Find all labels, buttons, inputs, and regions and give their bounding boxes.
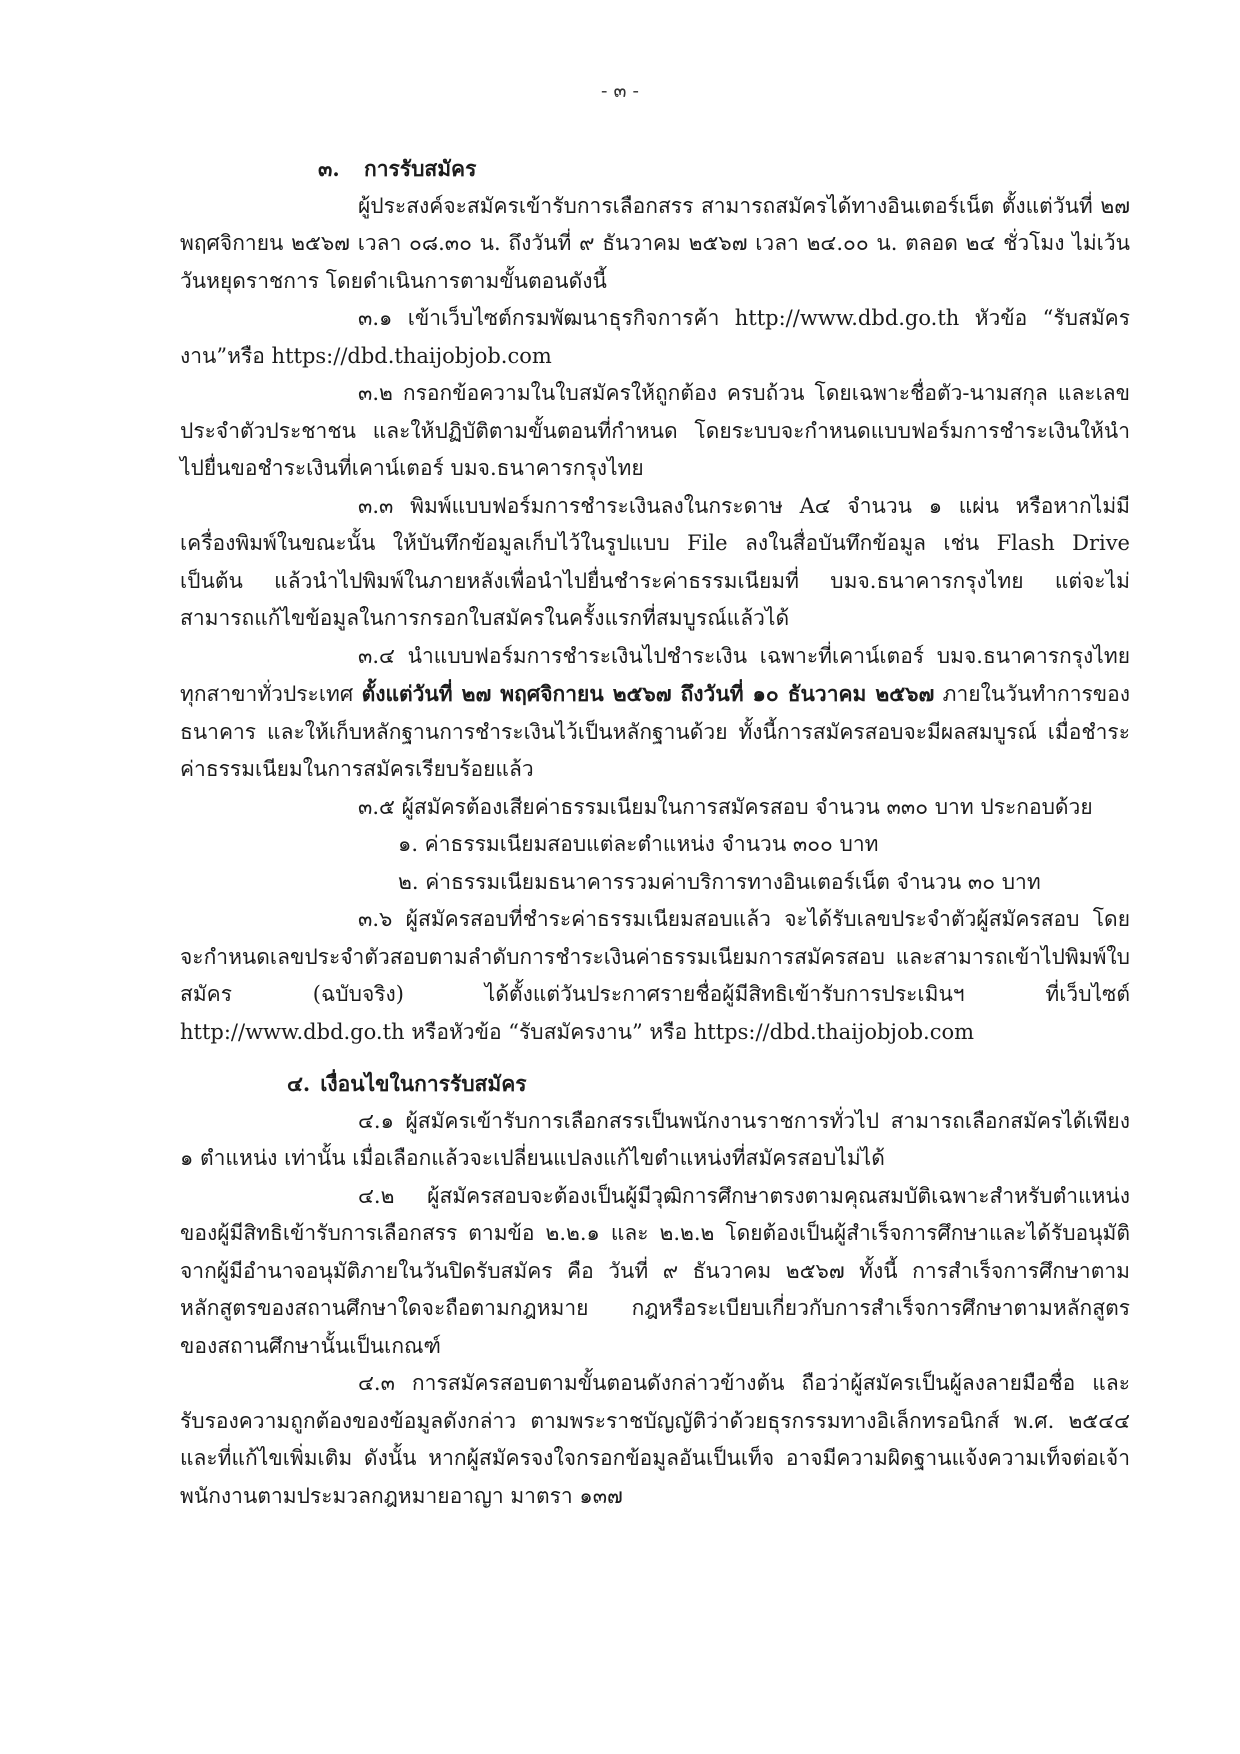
item-3-2: ๓.๒ กรอกข้อความในใบสมัครให้ถูกต้อง ครบถ้วน โดยเฉพาะชื่อตัว-นามสกุล และเลขประจำตัวประชาชน และให้ปฏิบัติตามขั้นตอนที่กำหนด โดยระบบจะกำหนดแบบฟอร์มการชำระเงินให้นำไปยื่นขอชำระเงินที่เคาน์เตอร์ บมจ.ธนาคารกรุงไทย — [180, 381, 1130, 480]
item-3-4 — [180, 638, 1130, 789]
item-3-3: ๓.๓ พิมพ์แบบฟอร์มการชำระเงินลงในกระดาษ A๔ จำนวน ๑ แผ่น หรือหากไม่มีเครื่องพิมพ์ในขณะนั้น ให้บันทึกข้อมูลเก็บไว้ในรูปแบบ File ลงในสื่อบันทึกข้อมูล เช่น Flash Drive เป็นต้น แล้วนำไปพิมพ์ในภายหลังเพื่อนำไปยื่นชำระค่าธรรมเนียมที่ บมจ.ธนาคารกรุงไทย แต่จะไม่สามารถแก้ไขข้อมูลในการกรอกใบสมัครในครั้งแรกที่สมบูรณ์แล้วได้ — [180, 493, 1130, 630]
section-4-number: ๔. — [287, 1071, 311, 1096]
item-3-4-text: ๓.๔ นำแบบฟอร์มการชำระเงินไปชำระเงิน เฉพาะที่เคาน์เตอร์ บมจ.ธนาคารกรุงไทย ทุกสาขาทั่วประเทศ — [180, 643, 1130, 706]
item-4-2: ๔.๒ ผู้สมัครสอบจะต้องเป็นผู้มีวุฒิการศึกษาตรงตามคุณสมบัติเฉพาะสำหรับตำแหน่งของผู้มีสิทธิเข้ารับการเลือกสรร ตามข้อ ๒.๒.๑ และ ๒.๒.๒ โดยต้องเป็นผู้สำเร็จการศึกษาและได้รับอนุมัติจากผู้มีอำนาจอนุมัติภายในวันปิดรับสมัคร คือ วันที่ ๙ ธันวาคม ๒๕๖๗ ทั้งนี้ การสำเร็จการศึกษาตามหลักสูตรของสถานศึกษาใดจะถือตามกฎหมาย กฎหรือระเบียบเกี่ยวกับการสำเร็จการศึกษาตามหลักสูตรของสถานศึกษานั้นเป็นเกณฑ์ — [180, 1183, 1130, 1358]
document-body — [180, 150, 1130, 1515]
item-3-5: ๓.๕ ผู้สมัครต้องเสียค่าธรรมเนียมในการสมัครสอบ จำนวน ๓๓๐ บาท ประกอบด้วย — [358, 794, 1093, 819]
item-3-1: ๓.๑ เข้าเว็บไซต์กรมพัฒนาธุรกิจการค้า http://www.dbd.go.th หัวข้อ “รับสมัครงาน”หรือ https://dbd.thaijobjob.com — [180, 306, 1130, 368]
section-4-title: เงื่อนไขในการรับสมัคร — [320, 1071, 527, 1096]
item-3-6: ๓.๖ ผู้สมัครสอบที่ชำระค่าธรรมเนียมสอบแล้ว จะได้รับเลขประจำตัวผู้สมัครสอบ โดยจะกำหนดเลขประจำตัวสอบตามลำดับการชำระเงินค่าธรรมเนียมการสมัครสอบ และสามารถเข้าไปพิมพ์ใบสมัคร (ฉบับจริง) ได้ตั้งแต่วันประกาศรายชื่อผู้มีสิทธิเข้ารับการประเมินฯ ที่เว็บไซต์ http://www.dbd.go.th หรือหัวข้อ “รับสมัครงาน” หรือ https://dbd.thaijobjob.com — [180, 907, 1130, 1044]
section-3-title: การรับสมัคร — [364, 156, 477, 181]
item-3-5-sub-1: ๑. ค่าธรรมเนียมสอบแต่ละตำแหน่ง จำนวน ๓๐๐ บาท — [398, 832, 879, 856]
item-4-3: ๔.๓ การสมัครสอบตามขั้นตอนดังกล่าวข้างต้น ถือว่าผู้สมัครเป็นผู้ลงลายมือชื่อ และรับรองความถูกต้องของข้อมูลดังกล่าว ตามพระราชบัญญัติว่าด้วยธุรกรรมทางอิเล็กทรอนิกส์ พ.ศ. ๒๕๔๔ และที่แก้ไขเพิ่มเติม ดังนั้น หากผู้สมัครจงใจกรอกข้อมูลอันเป็นเท็จ อาจมีความผิดฐานแจ้งความเท็จต่อเจ้าพนักงานตามประมวลกฎหมายอาญา มาตรา ๑๓๗ — [180, 1371, 1130, 1508]
section-3-number: ๓. — [318, 156, 340, 181]
section-4-heading — [180, 1065, 1130, 1103]
section-3-intro: ผู้ประสงค์จะสมัครเข้ารับการเลือกสรร สามารถสมัครได้ทางอินเตอร์เน็ต ตั้งแต่วันที่ ๒๗ พฤศจิกายน ๒๕๖๗ เวลา ๐๘.๓๐ น. ถึงวันที่ ๙ ธันวาคม ๒๕๖๗ เวลา ๒๔.๐๐ น. ตลอด ๒๔ ชั่วโมง ไม่เว้นวันหยุดราชการ โดยดำเนินการตามขั้นตอนดังนี้ — [180, 193, 1130, 293]
item-3-4-period: ตั้งแต่วันที่ ๒๗ พฤศจิกายน ๒๕๖๗ ถึงวันที่ ๑๐ ธันวาคม ๒๕๖๗ — [361, 681, 935, 706]
item-3-5-sub-2: ๒. ค่าธรรมเนียมธนาคารรวมค่าบริการทางอินเตอร์เน็ต จำนวน ๓๐ บาท — [398, 869, 1041, 894]
item-3-4-text-end: ภายในวันทำการของธนาคาร และให้เก็บหลักฐานการชำระเงินไว้เป็นหลักฐานด้วย ทั้งนี้การสมัครสอบจะมีผลสมบูรณ์ เมื่อชำระค่าธรรมเนียมในการสมัครเรียบร้อยแล้ว — [180, 682, 1130, 781]
section-3-heading — [180, 150, 1130, 188]
page-number: - ๓ - — [601, 80, 639, 102]
item-4-1: ๔.๑ ผู้สมัครเข้ารับการเลือกสรรเป็นพนักงานราชการทั่วไป สามารถเลือกสมัครได้เพียง ๑ ตำแหน่ง เท่านั้น เมื่อเลือกแล้วจะเปลี่ยนแปลงแก้ไขตำแหน่งที่สมัครสอบไม่ได้ — [180, 1108, 1130, 1170]
